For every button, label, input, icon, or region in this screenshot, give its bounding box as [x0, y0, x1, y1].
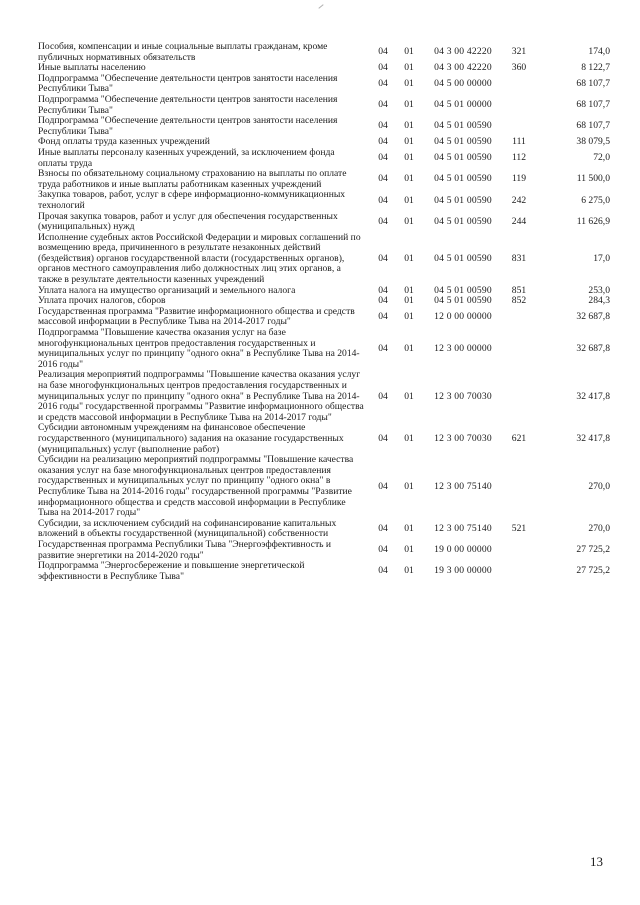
- row-expense-type: 852: [511, 295, 527, 307]
- row-amount: 174,0: [588, 46, 610, 58]
- row-target-article: 19 3 00 00000: [434, 565, 492, 577]
- row-name: Исполнение судебных актов Российской Федерации и мировых соглашений по возмещению вреда, причиненного в результате незаконных действий (бездействия) органов государственной власти (государственных органов), органов местного самоуправления либо должностных лиц этих органов, а также в результате деятельности казенных учреждений: [38, 231, 361, 286]
- table-row: [38, 423, 610, 455]
- row-expense-type: 521: [511, 523, 527, 535]
- row-target-article: 04 5 01 00590: [434, 136, 492, 148]
- row-expense-type: 851: [511, 284, 527, 296]
- table-row: [38, 561, 610, 582]
- row-subsection-code: 01: [404, 311, 414, 323]
- table-row: [38, 148, 610, 169]
- row-section-code: 04: [378, 136, 388, 148]
- row-name: Пособия, компенсации и иные социальные выплаты гражданам, кроме публичных нормативных обязательств: [38, 41, 328, 63]
- row-subsection-code: 01: [404, 565, 414, 577]
- row-subsection-code: 01: [404, 284, 414, 296]
- row-amount: 68 107,7: [576, 99, 610, 111]
- row-name: Государственная программа Республики Тыва "Энергоэффективность и развитие энергетики на 2014-2020 годы": [38, 538, 332, 561]
- row-expense-type: 111: [512, 136, 526, 148]
- row-expense-type: [504, 370, 534, 423]
- row-name: Субсидии автономным учреждениям на финансовое обеспечение государственного (муниципального) задания на оказание государственных (муниципальных) услуг (выполнение работ): [38, 422, 344, 455]
- row-expense-type: 360: [511, 62, 527, 74]
- row-expense-type: 321: [511, 46, 527, 58]
- table-row: [38, 307, 610, 328]
- row-name: Фонд оплаты труда казенных учреждений: [38, 136, 210, 148]
- row-section-code: 04: [378, 99, 388, 111]
- row-target-article: 12 3 00 00000: [434, 342, 492, 354]
- table-row: [38, 455, 610, 519]
- row-target-article: 04 5 01 00590: [434, 152, 492, 164]
- row-section-code: 04: [378, 215, 388, 227]
- row-subsection-code: 01: [404, 194, 414, 206]
- row-expense-type: [504, 95, 534, 116]
- row-subsection-code: 01: [404, 215, 414, 227]
- row-target-article: 04 5 01 00590: [434, 252, 492, 264]
- row-expense-type: [504, 307, 534, 328]
- row-expense-type: 244: [511, 215, 527, 227]
- table-row: [38, 116, 610, 137]
- row-name: Государственная программа "Развитие информационного общества и средств массовой информации в Республике Тыва на 2014-2017 годы": [38, 305, 355, 328]
- row-expense-type: 831: [511, 252, 527, 264]
- row-subsection-code: 01: [404, 62, 414, 74]
- row-section-code: 04: [378, 480, 388, 492]
- row-amount: 38 079,5: [576, 136, 610, 148]
- row-expense-type: [504, 74, 534, 95]
- row-amount: 11 500,0: [576, 173, 610, 185]
- row-section-code: 04: [378, 390, 388, 402]
- row-subsection-code: 01: [404, 295, 414, 307]
- table-row: [38, 42, 610, 63]
- row-target-article: 12 3 00 70030: [434, 390, 492, 402]
- row-section-code: 04: [378, 565, 388, 577]
- row-name: Уплата прочих налогов, сборов: [38, 295, 166, 307]
- table-row: [38, 212, 610, 233]
- table-row: [38, 95, 610, 116]
- row-target-article: 04 5 01 00000: [434, 99, 492, 111]
- row-subsection-code: 01: [404, 46, 414, 58]
- row-expense-type: 242: [511, 194, 527, 206]
- row-expense-type: [504, 561, 534, 582]
- row-subsection-code: 01: [404, 99, 414, 111]
- row-section-code: 04: [378, 311, 388, 323]
- row-name: Взносы по обязательному социальному страхованию на выплаты по оплате труда работников и иные выплаты работникам казенных учреждений: [38, 168, 347, 190]
- row-target-article: 12 3 00 75140: [434, 523, 492, 535]
- row-target-article: 04 5 01 00590: [434, 194, 492, 206]
- row-name: Подпрограмма "Обеспечение деятельности центров занятости населения Республики Тыва": [38, 93, 338, 116]
- row-subsection-code: 01: [404, 152, 414, 164]
- row-expense-type: [504, 328, 534, 370]
- table-row: [38, 233, 610, 286]
- row-section-code: 04: [378, 544, 388, 556]
- row-name: Подпрограмма "Повышение качества оказания услуг на базе многофункциональных центров предоставления государственных и муниципальных услуг по принципу "одного окна" в Республике Тыва на 2014-2016 годы": [38, 327, 360, 370]
- row-section-code: 04: [378, 194, 388, 206]
- row-amount: 17,0: [593, 252, 610, 264]
- row-amount: 11 626,9: [576, 215, 610, 227]
- table-row: [38, 74, 610, 95]
- row-target-article: 04 3 00 42220: [434, 46, 492, 58]
- table-row: [38, 540, 610, 561]
- row-name: Реализация мероприятий подпрограммы "Повышение качества оказания услуг на базе многофункциональных центров предоставления государственных и муниципальных услуг по принципу "одного окна" в Республике Тыва на 2014-2016 годы" государственной программы "Развитие информационного общества и средств массовой информации в Республике Тыва на 2014-2017 годы": [38, 369, 364, 423]
- row-section-code: 04: [378, 46, 388, 58]
- row-section-code: 04: [378, 252, 388, 264]
- row-section-code: 04: [378, 173, 388, 185]
- row-section-code: 04: [378, 523, 388, 535]
- row-target-article: 04 5 01 00590: [434, 284, 492, 296]
- table-row: [38, 190, 610, 211]
- row-section-code: 04: [378, 295, 388, 307]
- budget-table-body: [38, 42, 610, 582]
- row-section-code: 04: [378, 78, 388, 90]
- row-subsection-code: 01: [404, 136, 414, 148]
- row-target-article: 04 5 01 00590: [434, 120, 492, 132]
- row-name: Иные выплаты населению: [38, 62, 146, 74]
- row-expense-type: [504, 540, 534, 561]
- row-amount: 270,0: [588, 523, 610, 535]
- row-expense-type: 112: [511, 152, 527, 164]
- row-section-code: 04: [378, 342, 388, 354]
- row-name: Прочая закупка товаров, работ и услуг для обеспечения государственных (муниципальных) нужд: [38, 210, 338, 233]
- row-subsection-code: 01: [404, 252, 414, 264]
- row-amount: 32 687,8: [576, 311, 610, 323]
- row-section-code: 04: [378, 152, 388, 164]
- row-target-article: 04 3 00 42220: [434, 62, 492, 74]
- row-amount: 27 725,2: [576, 544, 610, 556]
- row-section-code: 04: [378, 284, 388, 296]
- row-subsection-code: 01: [404, 544, 414, 556]
- scan-artifact: [318, 4, 323, 9]
- row-amount: 68 107,7: [576, 78, 610, 90]
- row-amount: 8 122,7: [581, 62, 610, 74]
- row-name: Иные выплаты персоналу казенных учреждений, за исключением фонда оплаты труда: [38, 146, 335, 169]
- row-target-article: 04 5 01 00590: [434, 215, 492, 227]
- row-subsection-code: 01: [404, 432, 414, 444]
- table-row: [38, 370, 610, 423]
- row-expense-type: [504, 116, 534, 137]
- row-amount: 68 107,7: [576, 120, 610, 132]
- row-name: Закупка товаров, работ, услуг в сфере информационно-коммуникационных технологий: [38, 189, 346, 211]
- row-name: Субсидии на реализацию мероприятий подпрограммы "Повышение качества оказания услуг на базе многофункциональных центров предоставления государственных и муниципальных услуг по принципу "одного окна" в Республике Тыва на 2014-2016 годы" государственной программы "Развитие информационного общества и средств массовой информации в Республике Тыва на 2014-2017 годы": [38, 454, 354, 519]
- table-row: [38, 328, 610, 370]
- row-amount: 253,0: [588, 284, 610, 296]
- row-amount: 27 725,2: [576, 565, 610, 577]
- row-target-article: 04 5 01 00590: [434, 173, 492, 185]
- row-target-article: 12 3 00 70030: [434, 432, 492, 444]
- row-amount: 32 687,8: [576, 342, 610, 354]
- row-name: Подпрограмма "Обеспечение деятельности центров занятости населения Республики Тыва": [38, 115, 338, 137]
- row-section-code: 04: [378, 120, 388, 132]
- row-target-article: 04 5 01 00590: [434, 295, 492, 307]
- row-amount: 32 417,8: [576, 390, 610, 402]
- row-section-code: 04: [378, 432, 388, 444]
- row-section-code: 04: [378, 62, 388, 74]
- row-amount: 284,3: [588, 295, 610, 307]
- row-name: Субсидии, за исключением субсидий на софинансирование капитальных вложений в объекты государственной (муниципальной) собственности: [38, 517, 337, 540]
- row-expense-type: [504, 455, 534, 519]
- row-target-article: 12 0 00 00000: [434, 311, 492, 323]
- page-number: 13: [590, 854, 603, 869]
- row-name: Подпрограмма "Обеспечение деятельности центров занятости населения Республики Тыва": [38, 72, 338, 95]
- row-amount: 270,0: [588, 480, 610, 492]
- row-expense-type: 621: [511, 432, 527, 444]
- row-name: Уплата налога на имущество организаций и земельного налога: [38, 284, 296, 296]
- table-row: [38, 169, 610, 190]
- row-subsection-code: 01: [404, 78, 414, 90]
- row-amount: 32 417,8: [576, 432, 610, 444]
- row-expense-type: 119: [511, 173, 527, 185]
- budget-table: [38, 42, 610, 582]
- row-subsection-code: 01: [404, 480, 414, 492]
- row-subsection-code: 01: [404, 390, 414, 402]
- table-row: [38, 519, 610, 540]
- row-subsection-code: 01: [404, 342, 414, 354]
- row-amount: 72,0: [593, 152, 610, 164]
- row-target-article: 19 0 00 00000: [434, 544, 492, 556]
- row-target-article: 12 3 00 75140: [434, 480, 492, 492]
- row-subsection-code: 01: [404, 523, 414, 535]
- row-amount: 6 275,0: [581, 194, 610, 206]
- row-name: Подпрограмма "Энергосбережение и повышение энергетической эффективности в Республике Тыва": [38, 560, 305, 582]
- row-subsection-code: 01: [404, 120, 414, 132]
- row-target-article: 04 5 00 00000: [434, 78, 492, 90]
- row-subsection-code: 01: [404, 173, 414, 185]
